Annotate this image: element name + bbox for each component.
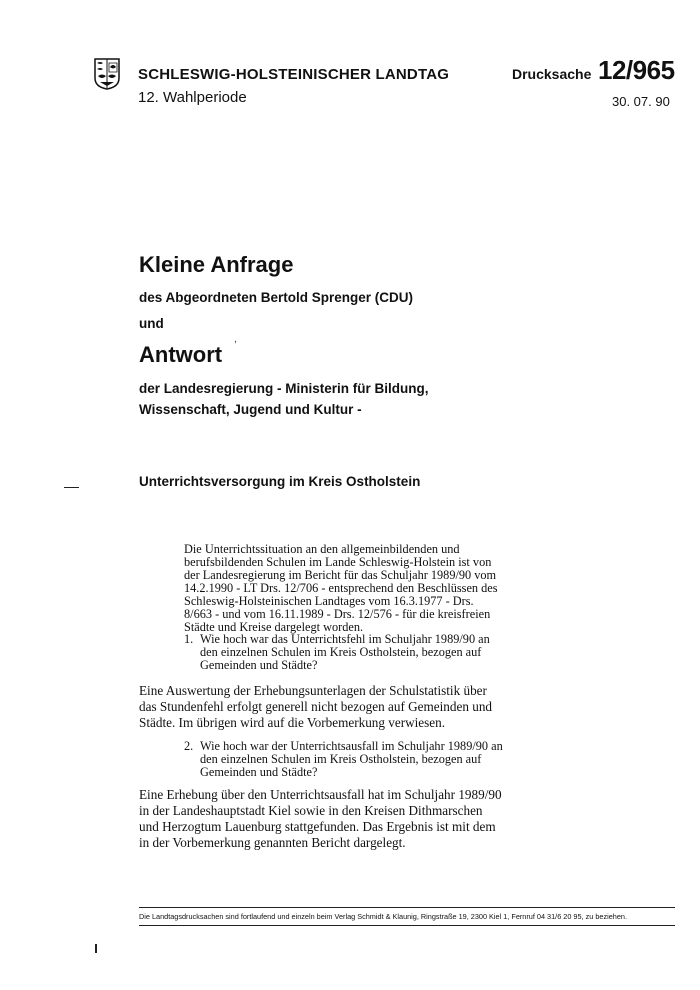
footer-rule-top	[139, 907, 675, 908]
subject-line: Unterrichtsversorgung im Kreis Ostholstein	[139, 474, 421, 489]
question-2	[184, 740, 504, 779]
margin-mark	[64, 487, 79, 488]
question-number: 1.	[184, 632, 194, 646]
responder-line-1: der Landesregierung - Ministerin für Bildung,	[139, 381, 429, 396]
und-line: und	[139, 316, 164, 331]
legislative-period: 12. Wahlperiode	[138, 89, 247, 106]
question-number: 2.	[184, 739, 194, 753]
answer-1: Eine Auswertung der Erhebungsunterlagen der Schulstatistik über das Stundenfehl erfolgt generell nicht bezogen auf Gemeinden und Städte. Im übrigen wird auf die Vorbemerkung verwiesen.	[139, 683, 493, 730]
scan-speck: ,	[234, 334, 237, 345]
parliament-name: SCHLESWIG-HOLSTEINISCHER LANDTAG	[138, 66, 450, 83]
document-label: Drucksache	[512, 66, 592, 82]
answer-2: Eine Erhebung über den Unterrichtsausfall hat im Schuljahr 1989/90 in der Landeshauptstadt Kiel sowie in den Kreisen Dithmarschen und Herzogtum Lauenburg stattgefunden. Das Ergebnis ist mit dem in der Vorbemerkung genannten Bericht dargelegt.	[139, 787, 502, 850]
responder-line-2: Wissenschaft, Jugend und Kultur -	[139, 402, 362, 417]
document-date: 30. 07. 90	[612, 94, 670, 109]
footer-rule-bottom	[139, 925, 675, 926]
coat-of-arms-icon	[94, 58, 120, 90]
intro-paragraph: Die Unterrichtssituation an den allgemeinbildenden und berufsbildenden Schulen im Lande Schleswig-Holstein ist von der Landesregierung im Bericht für das Schuljahr 1989/90 vom 14.2.1990 - LT Drs. 12/706 - entsprechend den Beschlüssen des Schleswig-Holsteinischen Landtages vom 16.3.1977 - Drs. 8/663 - und vom 16.11.1989 - Drs. 12/576 - für die kreisfreien Städte und Kreise dargelegt worden.	[184, 542, 498, 634]
question-1	[184, 633, 504, 672]
question-text: Wie hoch war das Unterrichtsfehl im Schuljahr 1989/90 an den einzelnen Schulen im Kreis Ostholstein, bezogen auf Gemeinden und Städte?	[200, 632, 490, 672]
footer-note: Die Landtagsdrucksachen sind fortlaufend und einzeln beim Verlag Schmidt & Klaunig, Ringstraße 19, 2300 Kiel 1, Fernruf 04 31/6 20 95, zu beziehen.	[139, 912, 627, 921]
question-text: Wie hoch war der Unterrichtsausfall im Schuljahr 1989/90 an den einzelnen Schulen im Kreis Ostholstein, bezogen auf Gemeinden und Städte?	[200, 739, 503, 779]
document-number: 12/965	[598, 55, 675, 85]
requester-line: des Abgeordneten Bertold Sprenger (CDU)	[139, 290, 414, 305]
kleine-anfrage-heading: Kleine Anfrage	[139, 252, 294, 277]
scan-mark	[95, 944, 97, 953]
antwort-heading: Antwort	[139, 342, 223, 367]
